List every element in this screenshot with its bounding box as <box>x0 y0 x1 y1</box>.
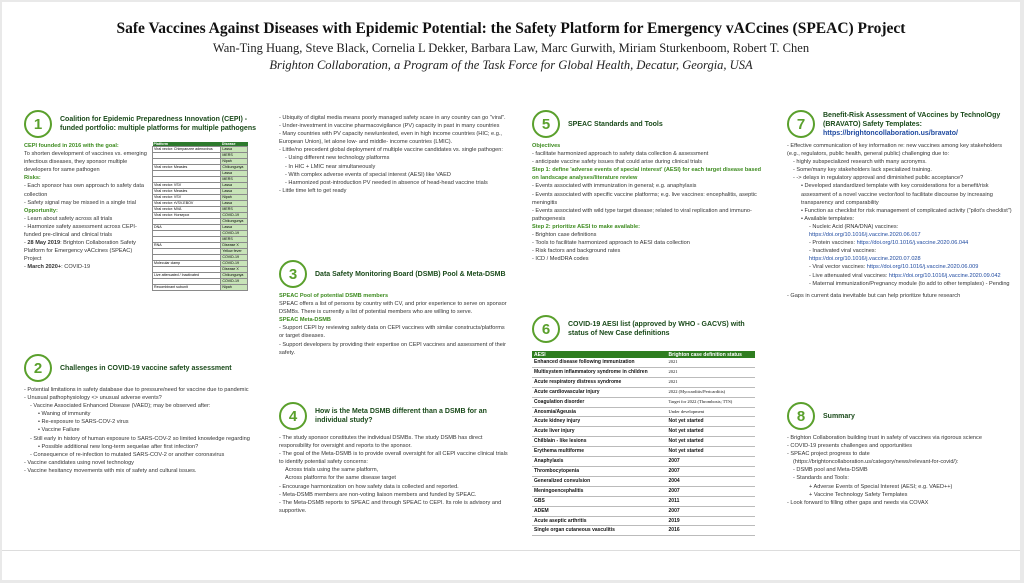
bullet-item: - The Meta-DSMB reports to SPEAC and through SPEAC to CEPI. Its role is advisory and supportive. <box>279 499 502 514</box>
platform-cell: Molecular clamp <box>153 261 221 267</box>
risk-item: - Each sponsor has own approach to safety data collection <box>24 183 145 198</box>
table-header: Brighton case definition status <box>667 351 755 358</box>
opportunity-item: - Learn about safety across all trials <box>24 215 113 222</box>
section-6 <box>532 315 764 536</box>
status-cell: 2011 <box>667 496 755 506</box>
aesi-cell: Thrombocytopenia <box>532 466 667 476</box>
bullet-item: - Under-investment in vaccine pharmacovigilance (PV) capacity in past in many countries <box>279 123 500 130</box>
table-row <box>532 466 755 476</box>
column-3 <box>532 110 764 550</box>
template-link-item <box>787 247 1012 255</box>
doi-link[interactable]: https://doi.org/10.1016/j.vaccine.2020.06.044 <box>856 240 969 247</box>
meta-item: - Support CEPI by reviewing safety data on CEPI vaccines with similar constructs/platforms or target diseases. <box>279 325 505 340</box>
bullet-item: - The goal of the Meta-DSMB is to provide overall oversight for all CEPI vaccine clinical trials to identify potential safety concerns: <box>279 451 508 466</box>
table-row <box>153 285 248 291</box>
bullet-item: - Events associated with wild type target disease; related to viral replication and immuno-pathogenesis <box>532 207 752 222</box>
milestone-item: - March 2020+: COVID-19 <box>24 264 91 271</box>
objective-item: - anticipate vaccine safety issues that could arise during clinical trials <box>532 159 703 166</box>
section-number: 1 <box>24 110 52 138</box>
table-header: Platform <box>153 142 221 147</box>
bullet-item: • Developed standardized template with key considerations for a benefit/risk assessment of a novel vaccine vector/tool to facilitate discourse by increasing transparency and comparability <box>801 183 993 206</box>
section-7 <box>787 110 1012 300</box>
table-row <box>532 387 755 397</box>
bullet-item: - DSMB pool and Meta-DSMB <box>793 467 868 474</box>
section-title: Coalition for Epidemic Preparedness Innovation (CEPI) -funded portfolio: multiple platforms for multiple pathogens <box>60 116 256 132</box>
disease-cell: Disease X <box>221 243 248 249</box>
template-label: - Protein vaccines: <box>809 240 857 247</box>
section-title: SPEAC Standards and Tools <box>568 120 663 128</box>
disease-cell: COVID-19 <box>221 231 248 237</box>
step1-heading: Step 1: define 'adverse events of special interest' (AESI) for each target disease based on landscape analyses/literature review <box>532 167 761 182</box>
poster-header <box>2 20 1020 73</box>
template-label: - Inactivated viral vaccines: <box>809 248 877 255</box>
step2-list <box>532 231 764 263</box>
aesi-cell: Multisystem inflammatory syndrome in children <box>532 367 667 377</box>
bottom-divider <box>2 550 1020 551</box>
bullet-item: (https://brightoncollaboration.us/category/news/relevant-for-covid/): <box>793 459 959 466</box>
status-cell: Not yet started <box>667 427 755 437</box>
table-row <box>532 417 755 427</box>
cepi-text: To shorten development of vaccines vs. emerging infectious diseases, they sponsor multiple developers for same pathogen <box>24 151 147 174</box>
bullet-item: - Vaccine hesitancy movements with mix of safety and cultural issues. <box>24 467 197 474</box>
table-row <box>532 437 755 447</box>
aesi-cell: Acute liver injury <box>532 427 667 437</box>
platform-cell: Viral vector: Measles <box>153 165 221 171</box>
column-4 <box>787 110 1012 550</box>
section-title: Data Safety Monitoring Board (DSMB) Pool & Meta-DSMB <box>315 270 506 278</box>
template-link-item <box>787 255 1012 263</box>
platform-cell: Viral vector: Horsepox <box>153 213 221 219</box>
poster <box>2 2 1020 580</box>
status-cell: Not yet started <box>667 447 755 457</box>
doi-link[interactable]: https://doi.org/10.1016/j.vaccine.2020.06.009 <box>866 264 979 271</box>
disease-cell: Lassa <box>221 189 248 195</box>
section-number: 5 <box>532 110 560 138</box>
bullet-item: - Little/no precedent global deployment of multiple vaccine candidates vs. single pathogen: <box>279 147 503 154</box>
section-8-text <box>787 434 1012 507</box>
platform-disease-table <box>152 142 248 291</box>
doi-link[interactable]: https://doi.org/10.1016/j.vaccine.2020.06.017 <box>809 232 921 239</box>
bullet-item: - With complex adverse events of special interest (AESI) like VAED <box>285 171 451 178</box>
table-row <box>532 496 755 506</box>
disease-cell: Nipah <box>221 159 248 165</box>
status-cell: Not yet started <box>667 437 755 447</box>
disease-cell: Lassa <box>221 225 248 231</box>
bullet-item: - Tools to facilitate harmonized approach to AESI data collection <box>532 240 690 247</box>
platform-cell: Viral vector: VSV <box>153 195 221 201</box>
disease-cell: Nipah <box>221 195 248 201</box>
bullet-item: - In HIC + LMIC near simultaneously <box>285 163 376 170</box>
bullet-item: - Ubiquity of digital media means poorly managed safety scare in any country can go "viral". <box>279 115 506 121</box>
status-cell: Under development <box>667 407 755 417</box>
aesi-cell: Generalized convulsion <box>532 476 667 486</box>
aesi-cell: Acute respiratory distress syndrome <box>532 377 667 387</box>
disease-cell: Chikungunya <box>221 273 248 279</box>
aesi-cell: ADEM <box>532 506 667 516</box>
table-row <box>532 397 755 407</box>
aesi-cell: Acute aseptic arthritis <box>532 516 667 526</box>
bullet-item: - ICD / MedDRA codes <box>532 256 589 263</box>
aesi-cell: Anosmia/Ageusia <box>532 407 667 417</box>
bullet-item: - Harmonized post-introduction PV needed in absence of head-head vaccine trials <box>285 179 488 186</box>
column-2 <box>279 110 509 550</box>
bullet-item: - Vaccine candidates using novel technology <box>24 459 134 466</box>
disease-cell: Yellow fever <box>221 249 248 255</box>
section-2-text <box>24 386 259 475</box>
section-4-text <box>279 434 509 515</box>
aesi-cell: Acute kidney injury <box>532 417 667 427</box>
table-row <box>532 407 755 417</box>
table-row <box>532 447 755 457</box>
platform-cell: Viral vector: Measles <box>153 189 221 195</box>
opportunity-heading: Opportunity: <box>24 207 58 214</box>
bullet-item: - Using different new technology platforms <box>285 155 390 162</box>
table-row <box>532 486 755 496</box>
disease-cell: MERS <box>221 153 248 159</box>
table-row <box>532 358 755 367</box>
poster-title: Safe Vaccines Against Diseases with Epidemic Potential: the Safety Platform for Emergency vACcines (SPEAC) Project <box>116 20 906 37</box>
disease-cell: COVID-19 <box>221 279 248 285</box>
affiliation: Brighton Collaboration, a Program of the Task Force for Global Health, Decatur, Georgia, USA <box>269 58 753 72</box>
section-number: 2 <box>24 354 52 382</box>
section-2-continued <box>279 114 509 195</box>
disease-cell: Chikungunya <box>221 165 248 171</box>
bullet-item: • Available templates: <box>801 215 855 222</box>
bullet-item: • Re-exposure to SARS-COV-2 virus <box>38 419 129 426</box>
aesi-table <box>532 351 755 536</box>
disease-cell: MERS <box>221 207 248 213</box>
status-cell: 2007 <box>667 506 755 516</box>
section-title: How is the Meta DSMB different than a DSMB for an individual study? <box>315 408 487 424</box>
template-label: - Viral vector vaccines: <box>809 264 867 271</box>
bullet-item: - Nucleic Acid (RNA/DNA) vaccines: <box>809 223 899 230</box>
template-link-item <box>787 239 1012 247</box>
status-cell: 2007 <box>667 466 755 476</box>
disease-cell: MERS <box>221 177 248 183</box>
status-cell: 2007 <box>667 457 755 467</box>
pool-text: SPEAC offers a list of persons by country with CV, and prior experience to serve on sponsor DSMBs. There is currently a list of potential members who are willing to serve. <box>279 301 507 316</box>
section-1 <box>24 110 259 291</box>
bullet-item: - Some/many key stakeholders lack specialized training. <box>793 167 932 174</box>
status-cell: 2007 <box>667 486 755 496</box>
disease-cell: COVID-19 <box>221 255 248 261</box>
disease-cell: COVID-19 <box>221 261 248 267</box>
section-title: Benefit-Risk Assessment of VAccines by TechnolOgy (BRAVATO) Safety Templates: <box>823 111 1001 128</box>
status-cell: 2021 <box>667 358 755 367</box>
status-cell: 2016 <box>667 526 755 536</box>
disease-cell: COVID-19 <box>221 213 248 219</box>
aesi-cell: Coagulation disorder <box>532 397 667 407</box>
disease-cell: Lassa <box>221 171 248 177</box>
section-5-text <box>532 142 764 263</box>
bullet-item: • Waning of immunity <box>38 411 91 418</box>
risk-item: - Safety signal may be missed in a single trial <box>24 199 136 206</box>
table-row <box>532 516 755 526</box>
bullet-item: - Brighton case definitions <box>532 232 597 239</box>
bullet-item: Across trials using the same platform, <box>285 467 379 474</box>
table-header: AESI <box>532 351 667 358</box>
bullet-item: - Vaccine Associated Enhanced Disease (VAED); may be observed after: <box>30 403 211 410</box>
aesi-cell: Meningoencephalitis <box>532 486 667 496</box>
platform-cell: RNA <box>153 243 221 249</box>
table-row <box>532 506 755 516</box>
step2-heading: Step 2: prioritize AESI to make available: <box>532 223 640 230</box>
disease-cell: Lassa <box>221 147 248 153</box>
status-cell: 2004 <box>667 476 755 486</box>
bullet-item: - COVID-19 presents challenges and opportunities <box>787 443 912 450</box>
doi-link[interactable]: https://doi.org/10.1016/j.vaccine.2020.07.028 <box>809 256 921 263</box>
bravato-link[interactable]: https://brightoncollaboration.us/bravato/ <box>823 129 958 137</box>
bullet-item: - Maternal immunization/Pregnancy module (to add to other templates) - Pending <box>809 280 1010 287</box>
risks-heading: Risks: <box>24 175 41 182</box>
disease-cell: Nipah <box>221 285 248 291</box>
column-1 <box>24 110 259 550</box>
bullet-item: - Little time left to get ready <box>279 187 347 194</box>
platform-cell: DNA <box>153 225 221 231</box>
table-row <box>532 476 755 486</box>
aesi-cell: Erythema multiforme <box>532 447 667 457</box>
disease-cell: MERS <box>221 237 248 243</box>
author-list: Wan-Ting Huang, Steve Black, Cornelia L Dekker, Barbara Law, Marc Gurwith, Miriam Sturkenboom, Robert T. Chen <box>212 41 810 55</box>
platform-cell: Viral vector: rVSV-EBOV <box>153 201 221 207</box>
objectives-heading: Objectives <box>532 143 561 149</box>
cepi-heading: CEPI founded in 2016 with the goal: <box>24 143 119 149</box>
section-number: 6 <box>532 315 560 343</box>
bullet-item: - Events associated with specific vaccine platforms; e.g. live vaccines: encephalitis, aseptic meningitis <box>532 191 757 206</box>
bullet-item: - Events associated with immunization in general; e.g. anaphylaxis <box>532 183 697 190</box>
section-number: 7 <box>787 110 815 138</box>
section-3 <box>279 260 509 357</box>
bullet-item: - Risk factors and background rates <box>532 248 621 255</box>
platform-cell: Live attenuated / Inactivated <box>153 273 221 279</box>
aesi-cell: Single organ cutaneous vasculitis <box>532 526 667 536</box>
bullet-item: - Still early in history of human exposure to SARS-COV-2 so limited knowledge regarding <box>30 435 250 442</box>
opportunity-item: - Harmonize safety assessment across CEPI-funded pre-clinical and clinical trials <box>24 223 137 239</box>
status-cell: 2021 <box>667 367 755 377</box>
bullet-item: • Vaccine Failure <box>38 427 80 434</box>
meta-heading: SPEAC Meta-DSMB <box>279 317 331 324</box>
platform-cell: Viral vector: Chimpanzee adenovirus <box>153 147 221 153</box>
bullet-item: + Vaccine Technology Safety Templates <box>809 491 908 498</box>
bullet-item: - Standards and Tools: <box>793 475 849 482</box>
section-5 <box>532 110 764 263</box>
section-number: 8 <box>787 402 815 430</box>
template-link-item <box>787 263 1012 271</box>
status-cell: Not yet started <box>667 417 755 427</box>
bullet-item: - Brighton Collaboration building trust in safety of vaccines via rigorous science <box>787 435 982 441</box>
table-row <box>532 526 755 536</box>
table-header: Disease <box>221 142 248 147</box>
template-label: - Live attenuated viral vaccines: <box>809 272 889 279</box>
bullet-item: - Look forward to filling other gaps and needs via COVAX <box>787 499 929 506</box>
bullet-item: - Potential limitations in safety database due to pressure/need for vaccine due to pandemic <box>24 387 249 393</box>
status-cell: 2022 (Myocarditis/Pericarditis) <box>667 387 755 397</box>
bullet-item: - -> delays in regulatory approval and diminished public acceptance? <box>793 175 964 182</box>
bullet-item: - Unusual pathophysiology <> unusual adverse events? <box>24 395 162 402</box>
bullet-item: - Meta-DSMB members are non-voting liaison members and funded by SPEAC. <box>279 491 477 498</box>
section-number: 4 <box>279 402 307 430</box>
section-title: COVID-19 AESI list (approved by WHO - GACVS) with status of New Case definitions <box>568 321 745 337</box>
status-cell: 2021 <box>667 377 755 387</box>
section-7-text <box>787 142 1012 300</box>
step1-list <box>532 182 764 222</box>
bullet-item: - Consequence of re-infection to mutated SARS-COV-2 or another coronavirus <box>30 451 225 458</box>
table-row <box>532 367 755 377</box>
bullet-item: - Effective communication of key information re: new vaccines among key stakeholders (e.g., regulators, public health, general public) challenging due to: <box>787 143 1003 158</box>
section-3-text <box>279 292 509 357</box>
table-row <box>532 427 755 437</box>
template-link-item <box>787 272 1012 280</box>
bullet-item: • Possible additional new long-term sequelae after first infection? <box>38 443 199 450</box>
disease-cell: Chikungunya <box>221 219 248 225</box>
bullet-item: - Many countries with PV capacity new/untested, even in high income countries (HIC; e.g., European Union), let alone low- and middle- income countries (LMIC). <box>279 131 502 146</box>
section-number: 3 <box>279 260 307 288</box>
section-title: Summary <box>823 412 855 420</box>
platform-cell: Recombinant subunit <box>153 285 221 291</box>
platform-cell: Viral vector: VSV <box>153 183 221 189</box>
table-row <box>532 457 755 467</box>
aesi-cell: GBS <box>532 496 667 506</box>
bullet-item: + Adverse Events of Special Interest (AESI; e.g. VAED++) <box>809 483 953 490</box>
doi-link[interactable]: https://doi.org/10.1016/j.vaccine.2020.09.042 <box>888 272 1001 279</box>
pool-heading: SPEAC Pool of potential DSMB members <box>279 293 389 299</box>
bullet-item: - SPEAC project progress to date <box>787 451 870 458</box>
bullet-item: - Gaps in current data inevitable but can help prioritize future research <box>787 292 961 299</box>
section-title: Challenges in COVID-19 vaccine safety assessment <box>60 364 232 372</box>
section-8 <box>787 402 1012 507</box>
section-2 <box>24 354 259 475</box>
objective-item: - facilitate harmonized approach to safety data collection & assessment <box>532 151 709 158</box>
status-cell: Target for 2022 (Thrombosis; TTS) <box>667 397 755 407</box>
bullet-item: Across platforms for the same disease target <box>285 475 396 482</box>
platform-cell: Viral vector: MVA <box>153 207 221 213</box>
aesi-cell: Chilblain - like lesions <box>532 437 667 447</box>
status-cell: 2019 <box>667 516 755 526</box>
meta-item: - Support developers by providing their expertise on CEPI vaccines and assessment of their safety. <box>279 341 506 356</box>
aesi-cell: Acute cardiovascular injury <box>532 387 667 397</box>
bullet-item: - The study sponsor constitutes the individual DSMBs. The study DSMB has direct responsibility for oversight and reports to the sponsor. <box>279 435 483 450</box>
milestone-item: - 28 May 2019: Brighton Collaboration Safety Platform for Emergency vACcines (SPEAC) Project <box>24 240 136 263</box>
aesi-cell: Anaphylaxis <box>532 457 667 467</box>
section-4 <box>279 402 509 515</box>
disease-cell: Lassa <box>221 201 248 207</box>
disease-cell: Disease X <box>221 267 248 273</box>
table-row <box>532 377 755 387</box>
bullet-item: - highly subspecialized research with many acronyms. <box>793 159 927 166</box>
bullet-item: - Encourage harmonization on how safety data is collected and reported. <box>279 483 459 490</box>
aesi-cell: Enhanced disease following immunization <box>532 358 667 367</box>
disease-cell: Lassa <box>221 183 248 189</box>
section-1-text <box>24 142 148 291</box>
template-link-item <box>787 231 1012 239</box>
bullet-item: • Function as checklist for risk management of complicated activity ("pilot's checklist") <box>801 207 1012 214</box>
